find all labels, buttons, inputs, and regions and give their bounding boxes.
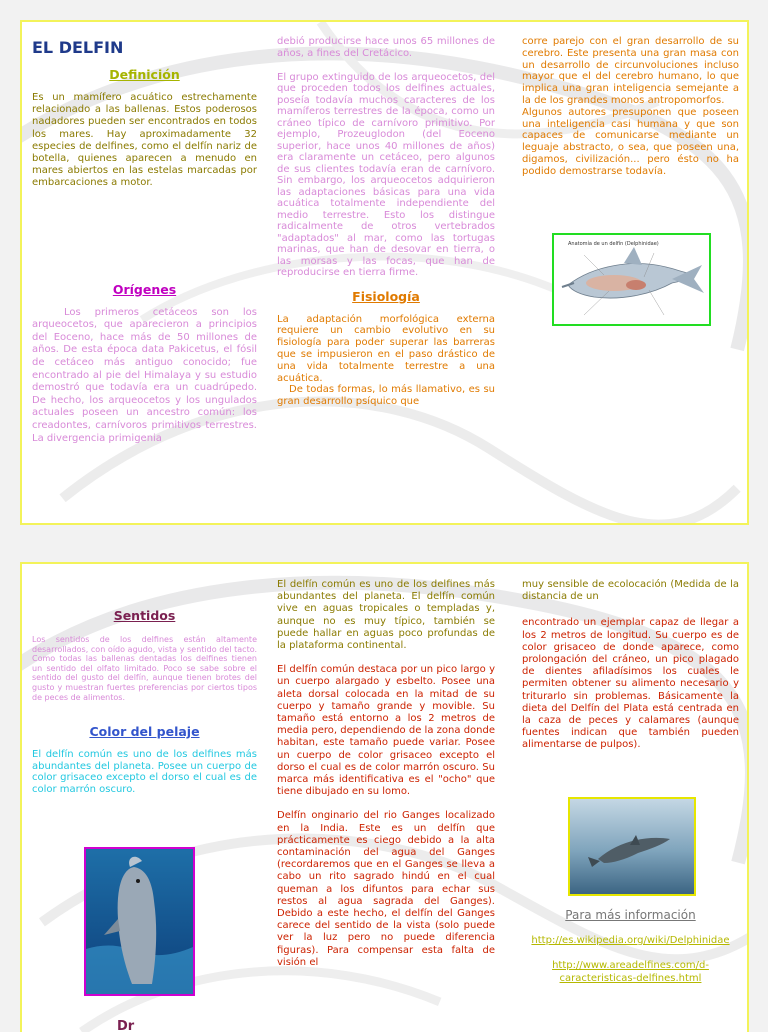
origenes-text: Los primeros cetáceos son los arqueocetos, que aparecieron a principios del Eoceno, hace más de 50 millones de años. De esta época data Pakicetus, el fósil de cetáceo más antiguo conocido; fue encontrado al pie del Himalaya y su estudio demostró que todavía era un cuadrúpedo. De hecho, los arqueocetos y los ungulados actuales poseen un ancestro común: los creadontes, carnívoros primitivos terrestres. La divergencia primigenia xyxy=(32,306,257,444)
fisiologia-text: La adaptación morfológica externa requiere un cambio evolutivo en su fisiología para poder superar las barreras que se impusieron en el paso drástico de una vida totalmente terrestre a una acuática. xyxy=(277,313,495,384)
definicion-text: Es un mamífero acuático estrechamente relacionado a las ballenas. Estos poderosos nadadores pueden ser encontrados en todos los mares. Hay aproximadamente 32 especies de delfines, como el delfín nariz de botella, quienes aparecen a menudo en mares abiertos en las estelas marcadas por embarcaciones a motor. xyxy=(32,92,257,189)
dolphin-jump-image xyxy=(570,799,694,894)
heading-origenes: Orígenes xyxy=(112,281,177,297)
areadelfines-link[interactable]: http://www.areadelfines.com/d-caracteristicas-delfines.html xyxy=(552,960,709,984)
page-title: EL DELFIN xyxy=(32,38,124,57)
cerebro-text: corre parejo con el gran desarrollo de su cerebro. Este presenta una gran masa con un desarrollo de circunvoluciones incluso mayor que el del cerebro humano, lo que implica una gran inteligencia semejante a la de los grandes monos antropomorfos. xyxy=(522,36,739,106)
delfin-comun-descripcion: El delfín común destaca por un pico largo y un cuerpo alargado y esbelto. Posee una aleta dorsal colocada en la mitad de su cuerpo y tamaño grande y movible. Su tamaño está entorno a los 2 metros de media pero, dependiendo de la zona donde habitan, este tamaño puede variar. Posee un cuerpo de color grisaceo excepto el dorso el cual es de color marrón oscuro. Su marca más identificativa es el "ocho" que tiene dibujado en su lomo. xyxy=(277,664,495,798)
ecolocacion-text: muy sensible de ecolocación (Medida de la distancia de un xyxy=(522,579,739,603)
column-1 xyxy=(32,608,257,795)
dolphin-anatomy-figure xyxy=(552,233,711,326)
column-1 xyxy=(32,38,257,445)
wikipedia-link[interactable]: http://es.wikipedia.org/wiki/Delphinidae xyxy=(531,935,730,946)
anatomy-caption: Anatomía de un delfín (Delphinidae) xyxy=(568,241,659,247)
heading-sentidos: Sentidos xyxy=(113,608,176,623)
inteligencia-text: Algunos autores presuponen que poseen una inteligencia casi humana y que son capaces de comunicarse mediante un leguaje abstracto, o sea, que poseen una, digamos, civilización... pero ésto no ha podido demostrarse todavía. xyxy=(522,106,739,177)
column-2 xyxy=(277,579,495,969)
fisiologia-text-2: De todas formas, lo más llamativo, es su gran desarrollo psíquico que xyxy=(277,384,495,408)
delfin-ganges-text: Delfín onginario del rio Ganges localizado en la India. Este es un delfín que prácticamente es ciego debido a la alta contaminación del agua del Ganges (recordaremos que en el Ganges se lleva a cabo un rito sagrado hindú en el cual queman a los difuntos para echar sus restos al agua sagrada del Ganges). Debido a este hecho, el delfín del Ganges carece del sentido de la vista (solo puede ver la luz pero no puede diferencia figuras). Para compensar esta falta de visión el xyxy=(277,810,495,968)
heading-partial-bottom: Dr xyxy=(117,1019,135,1032)
heading-fisiologia: Fisiología xyxy=(352,288,420,304)
dolphin-photo-image xyxy=(86,849,193,994)
brochure-page-2 xyxy=(20,562,749,1032)
brochure-page-1 xyxy=(20,20,749,525)
column-3 xyxy=(522,579,739,752)
heading-color-pelaje: Color del pelaje xyxy=(89,724,200,740)
delfin-comun-text: El delfín común es uno de los delfines más abundantes del planeta. El delfín común vive en aguas tropicales o templadas y, aunque no es muy típico, también se puede hallar en aguas poco profundas de la plataforma continental. xyxy=(277,579,495,652)
cretacico-text: debió producirse hace unos 65 millones de años, a fines del Cretácico. xyxy=(277,36,495,59)
pelaje-text: El delfín común es uno de los delfines más abundantes del planeta. Posee un cuerpo de color grisaceo excepto el dorso el cual es de color marrón oscuro. xyxy=(32,749,257,795)
sentidos-text: Los sentidos de los delfines están altamente desarrollados, con oído agudo, vista y sentido del tacto. Como todas las ballenas dentadas los delfines tienen un sentido del olfato limitado. Poco se sabe sobre el sentido del gusto del delfín, aunque tienen brotes del gusto y muestran fuertes preferencias por ciertos tipos de peces de alimentos. xyxy=(32,635,257,702)
delfin-plata-text: encontrado un ejemplar capaz de llegar a los 2 metros de longitud. Su cuerpo es de color grisaceo de donde aparece, como prolongación del cráneo, un pico plagado de dientes afiladísimos los cuales le permiten obtener su alimento necesario y triturarlo sin problemas. Básicamente la dieta del Delfín del Plata está centrada en la caza de peces y calamares (aunque fuentes indican que también pueden alimentarse de pulpos). xyxy=(522,617,739,751)
more-info-section xyxy=(522,908,739,985)
more-info-heading: Para más información xyxy=(565,908,696,922)
column-2 xyxy=(277,36,495,408)
dolphin-photo-2 xyxy=(568,797,696,896)
heading-definicion: Definición xyxy=(109,67,180,82)
dolphin-photo-1 xyxy=(84,847,195,996)
column-3 xyxy=(522,36,739,178)
arqueocetos-text: El grupo extinguido de los arqueocetos, del que proceden todos los delfines actuales, poseía todavía muchos caracteres de los mamíferos terrestres de la época, como un cráneo típico de carnívoro primitivo. Por ejemplo, Prozeuglodon (del Eoceno superior, hace unos 40 millones de años) era claramente un cetáceo, pero algunos de sus clientes todavía eran de carnívoro. Sin embargo, los arqueocetos adquirieron las adaptaciones básicas para una vida acuática totalmente independiente del medio terrestre. Esto los distingue radicalmente de otros vertebrados "adaptados" al mar, como las tortugas marinas, que han de desovar en tierra, o las morsas y las focas, que han de reproducirse en tierra firme. xyxy=(277,71,495,279)
anatomy-illustration xyxy=(554,235,709,324)
